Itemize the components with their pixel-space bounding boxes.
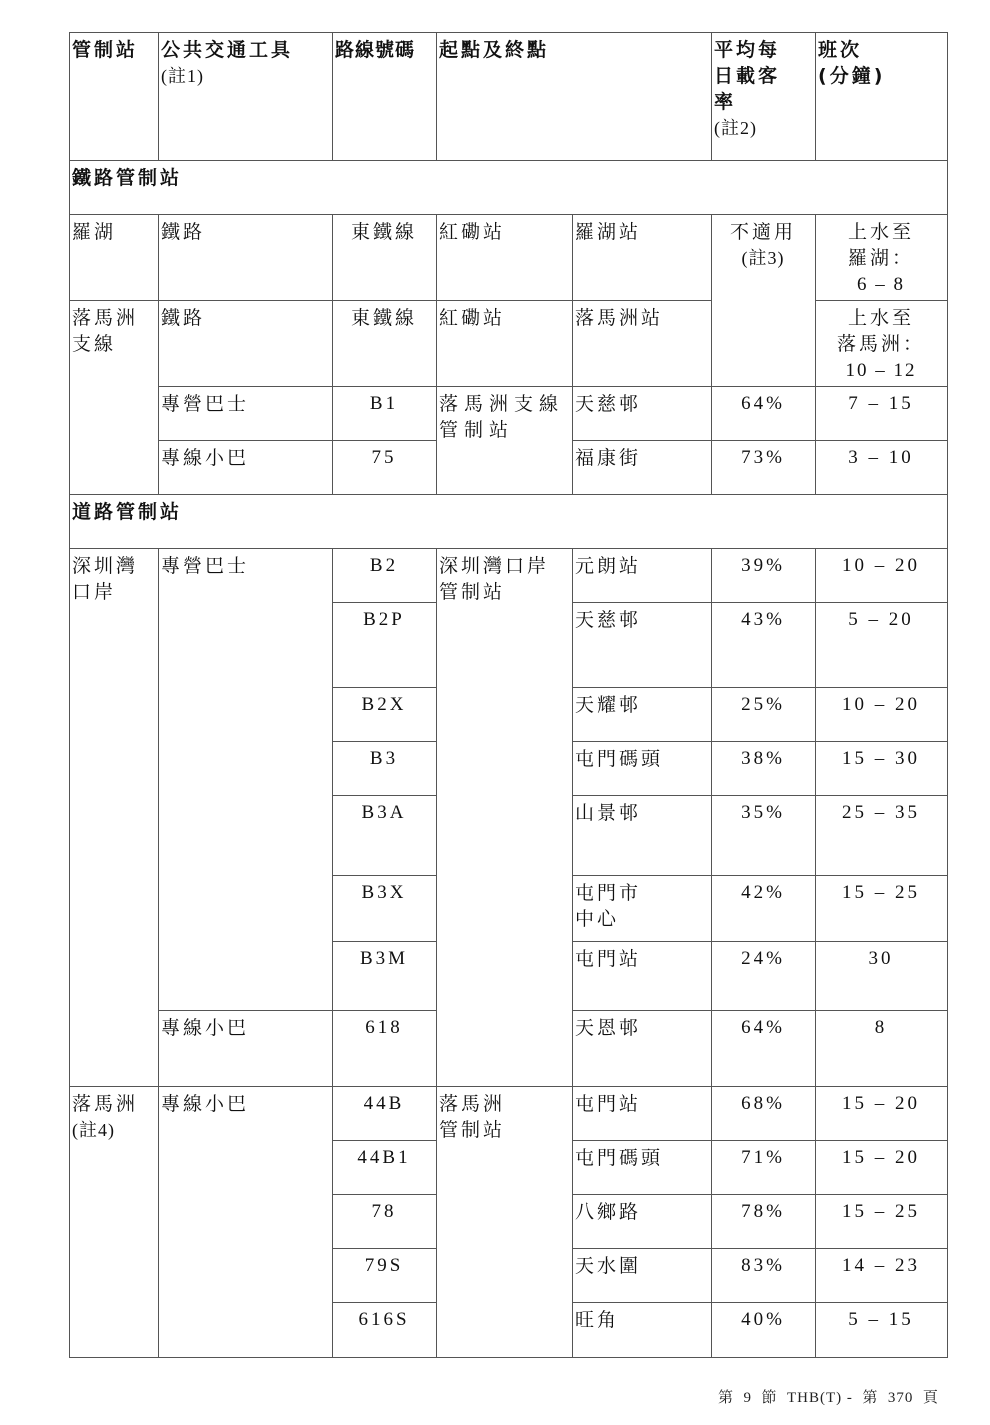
route-cell: 44B1 xyxy=(333,1141,437,1195)
route-cell: 東鐵線 xyxy=(333,215,437,301)
frequency-cell: 3 – 10 xyxy=(816,441,948,495)
frequency-cell: 15 – 20 xyxy=(816,1087,948,1141)
checkpoint-l1: 落馬洲 xyxy=(72,307,139,329)
frequency-cell: 14 – 23 xyxy=(816,1249,948,1303)
occupancy-cell: 43% xyxy=(712,603,816,688)
checkpoint-l1: 落馬洲 xyxy=(72,1093,139,1115)
frequency-l3: 6 – 8 xyxy=(857,274,906,295)
origin-cell xyxy=(437,1087,573,1358)
header-frequency-l1: 班次 xyxy=(818,39,863,61)
route-cell: B2P xyxy=(333,603,437,688)
frequency-cell xyxy=(816,215,948,301)
route-cell: 東鐵線 xyxy=(333,301,437,387)
destination-cell: 天耀邨 xyxy=(573,688,712,742)
frequency-cell: 15 – 25 xyxy=(816,1195,948,1249)
occupancy-cell: 64% xyxy=(712,387,816,441)
header-frequency xyxy=(816,33,948,161)
frequency-cell: 8 xyxy=(816,1011,948,1087)
origin-l1: 落馬洲 xyxy=(439,1093,506,1115)
header-row xyxy=(70,33,948,161)
origin-l2: 管制站 xyxy=(439,581,506,603)
frequency-cell: 10 – 20 xyxy=(816,688,948,742)
checkpoint-cell: 羅湖 xyxy=(70,215,159,301)
occupancy-cell: 40% xyxy=(712,1303,816,1358)
destination-cell: 天慈邨 xyxy=(573,387,712,441)
destination-cell: 旺角 xyxy=(573,1303,712,1358)
destination-cell: 山景邨 xyxy=(573,796,712,876)
checkpoint-cell xyxy=(70,301,159,495)
destination-cell: 天慈邨 xyxy=(573,603,712,688)
occupancy-cell: 42% xyxy=(712,876,816,942)
frequency-cell: 10 – 20 xyxy=(816,549,948,603)
mode-cell: 鐵路 xyxy=(159,215,333,301)
mode-cell: 專線小巴 xyxy=(159,441,333,495)
header-occupancy-note: (註2) xyxy=(714,118,758,138)
section-title-rail: 鐵路管制站 xyxy=(70,161,948,215)
occupancy-cell: 64% xyxy=(712,1011,816,1087)
frequency-cell xyxy=(816,301,948,387)
checkpoint-note: (註4) xyxy=(72,1120,115,1140)
frequency-cell: 5 – 15 xyxy=(816,1303,948,1358)
destination-cell: 福康街 xyxy=(573,441,712,495)
frequency-cell: 15 – 30 xyxy=(816,742,948,796)
route-cell: B3 xyxy=(333,742,437,796)
destination-cell xyxy=(573,876,712,942)
checkpoint-l2: 口岸 xyxy=(72,581,117,603)
origin-cell: 紅磡站 xyxy=(437,215,573,301)
header-occupancy-l2: 日載客 xyxy=(714,65,781,87)
destination-cell: 八鄉路 xyxy=(573,1195,712,1249)
destination-cell: 天恩邨 xyxy=(573,1011,712,1087)
header-checkpoint xyxy=(70,33,159,161)
frequency-l2: 落馬洲： xyxy=(837,333,926,355)
origin-l2: 管制站 xyxy=(439,1119,506,1141)
header-route-no xyxy=(333,33,437,161)
route-cell: 44B xyxy=(333,1087,437,1141)
destination-l1: 屯門市 xyxy=(575,882,642,904)
destination-cell: 元朗站 xyxy=(573,549,712,603)
checkpoint-l2: 支線 xyxy=(72,333,117,355)
frequency-l1: 上水至 xyxy=(848,221,915,243)
destination-cell: 天水圍 xyxy=(573,1249,712,1303)
destination-cell: 屯門站 xyxy=(573,942,712,1011)
header-occupancy-l3: 率 xyxy=(714,91,737,113)
occupancy-cell: 24% xyxy=(712,942,816,1011)
route-cell: 618 xyxy=(333,1011,437,1087)
checkpoint-cell xyxy=(70,549,159,1087)
route-cell: B3A xyxy=(333,796,437,876)
frequency-cell: 15 – 25 xyxy=(816,876,948,942)
mode-cell: 鐵路 xyxy=(159,301,333,387)
origin-cell xyxy=(437,549,573,1087)
route-cell: B3X xyxy=(333,876,437,942)
header-origin-dest xyxy=(437,33,712,161)
occupancy-note: (註3) xyxy=(741,248,785,268)
table-row xyxy=(70,1087,948,1141)
destination-cell: 屯門站 xyxy=(573,1087,712,1141)
section-row-road xyxy=(70,495,948,549)
origin-l1: 深圳灣口岸 xyxy=(439,555,550,577)
checkpoint-cell xyxy=(70,1087,159,1358)
occupancy-cell: 35% xyxy=(712,796,816,876)
occupancy-cell: 68% xyxy=(712,1087,816,1141)
header-origin-dest-label: 起點及終點 xyxy=(439,39,550,61)
frequency-cell: 15 – 20 xyxy=(816,1141,948,1195)
route-cell: B2 xyxy=(333,549,437,603)
page-footer: 第 9 節 THB(T) - 第 370 頁 xyxy=(718,1390,939,1406)
table-row xyxy=(70,549,948,603)
header-occupancy-l1: 平均每 xyxy=(714,39,781,61)
frequency-l1: 上水至 xyxy=(848,307,915,329)
destination-cell: 羅湖站 xyxy=(573,215,712,301)
route-cell: 78 xyxy=(333,1195,437,1249)
section-row-rail xyxy=(70,161,948,215)
route-cell: B2X xyxy=(333,688,437,742)
frequency-cell: 30 xyxy=(816,942,948,1011)
frequency-l3: 10 – 12 xyxy=(845,360,917,381)
frequency-l2: 羅湖： xyxy=(848,247,915,269)
occupancy-cell: 83% xyxy=(712,1249,816,1303)
route-cell: B1 xyxy=(333,387,437,441)
occupancy-cell: 71% xyxy=(712,1141,816,1195)
header-transport-mode xyxy=(159,33,333,161)
destination-cell: 落馬洲站 xyxy=(573,301,712,387)
header-transport-label: 公共交通工具 xyxy=(161,39,294,61)
occupancy-cell: 39% xyxy=(712,549,816,603)
route-cell: 79S xyxy=(333,1249,437,1303)
mode-cell: 專營巴士 xyxy=(159,549,333,1011)
origin-cell: 落馬洲支線管制站 xyxy=(437,387,573,495)
frequency-cell: 5 – 20 xyxy=(816,603,948,688)
occupancy-value: 不適用 xyxy=(730,221,797,243)
mode-cell: 專線小巴 xyxy=(159,1087,333,1358)
occupancy-cell: 25% xyxy=(712,688,816,742)
mode-cell: 專線小巴 xyxy=(159,1011,333,1087)
route-cell: B3M xyxy=(333,942,437,1011)
frequency-cell: 7 – 15 xyxy=(816,387,948,441)
occupancy-cell: 38% xyxy=(712,742,816,796)
mode-cell: 專營巴士 xyxy=(159,387,333,441)
occupancy-cell: 73% xyxy=(712,441,816,495)
occupancy-cell: 78% xyxy=(712,1195,816,1249)
section-title-road: 道路管制站 xyxy=(70,495,948,549)
destination-l2: 中心 xyxy=(575,908,620,930)
occupancy-cell xyxy=(712,215,816,387)
table-row xyxy=(70,301,948,387)
destination-cell: 屯門碼頭 xyxy=(573,742,712,796)
header-frequency-l2: (分鐘) xyxy=(818,65,886,87)
route-cell: 616S xyxy=(333,1303,437,1358)
header-transport-note: (註1) xyxy=(161,66,204,86)
header-occupancy xyxy=(712,33,816,161)
transport-table xyxy=(69,32,948,1358)
destination-cell: 屯門碼頭 xyxy=(573,1141,712,1195)
table-row xyxy=(70,387,948,441)
route-cell: 75 xyxy=(333,441,437,495)
table-row xyxy=(70,215,948,301)
header-checkpoint-label: 管制站 xyxy=(72,39,139,61)
checkpoint-l1: 深圳灣 xyxy=(72,555,139,577)
frequency-cell: 25 – 35 xyxy=(816,796,948,876)
header-route-label: 路線號碼 xyxy=(335,39,416,61)
origin-cell: 紅磡站 xyxy=(437,301,573,387)
